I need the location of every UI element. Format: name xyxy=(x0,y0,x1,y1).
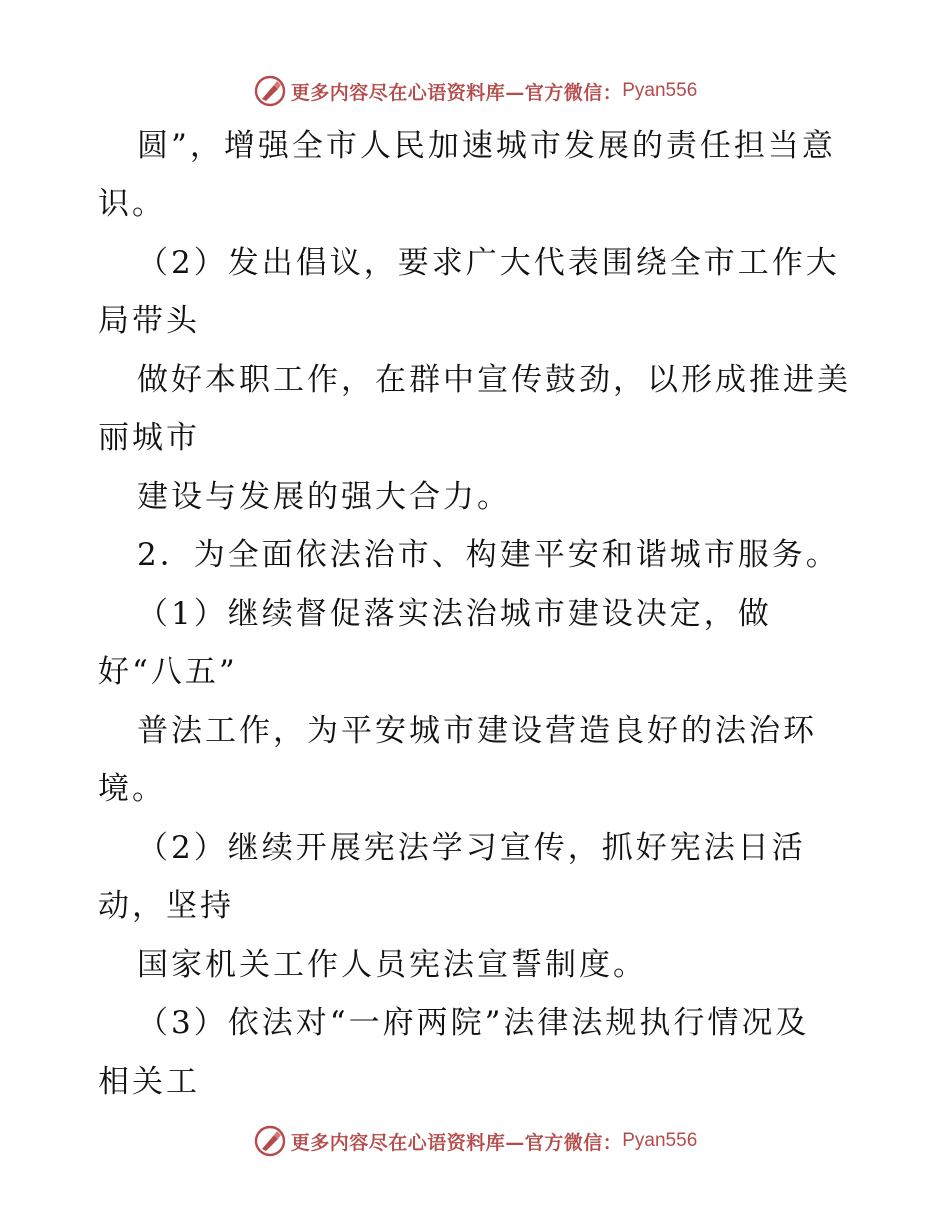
body-line: 2．为全面依法治市、构建平安和谐城市服务。 xyxy=(137,537,840,573)
footer-watermark xyxy=(0,1121,950,1161)
body-line: 做好本职工作，在群中宣传鼓劲，以形成推进美 xyxy=(137,362,851,398)
pen-nib-logo-icon xyxy=(253,1124,287,1158)
body-line: 动，坚持 xyxy=(98,888,234,924)
body-line: 识。 xyxy=(98,186,166,222)
body-line: 圆”，增强全市人民加速城市发展的责任担当意 xyxy=(137,128,836,164)
body-line: 相关工 xyxy=(98,1064,200,1100)
body-line: 境。 xyxy=(98,771,166,807)
watermark-text: 更多内容尽在心语资料库—官方微信： xyxy=(290,81,623,104)
body-line: 丽城市 xyxy=(98,420,200,456)
body-line: 国家机关工作人员宪法宣誓制度。 xyxy=(137,947,647,983)
header-watermark xyxy=(0,71,950,111)
body-line: 好“八五” xyxy=(98,654,238,690)
watermark-wechat-id: Pyan556 xyxy=(622,80,698,101)
pen-nib-logo-icon xyxy=(253,74,287,108)
body-line: 普法工作，为平安城市建设营造良好的法治环 xyxy=(137,713,817,749)
watermark-wechat-id: Pyan556 xyxy=(622,1130,698,1151)
body-line: （2）继续开展宪法学习宣传，抓好宪法日活 xyxy=(137,830,806,866)
body-line: 局带头 xyxy=(98,303,200,339)
body-line: 建设与发展的强大合力。 xyxy=(137,479,511,515)
body-line: （2）发出倡议，要求广大代表围绕全市工作大 xyxy=(137,245,840,281)
body-line: （3）依法对“一府两院”法律法规执行情况及 xyxy=(137,1005,810,1041)
watermark-text: 更多内容尽在心语资料库—官方微信： xyxy=(290,1131,623,1154)
body-line: （1）继续督促落实法治城市建设决定，做 xyxy=(137,596,772,632)
